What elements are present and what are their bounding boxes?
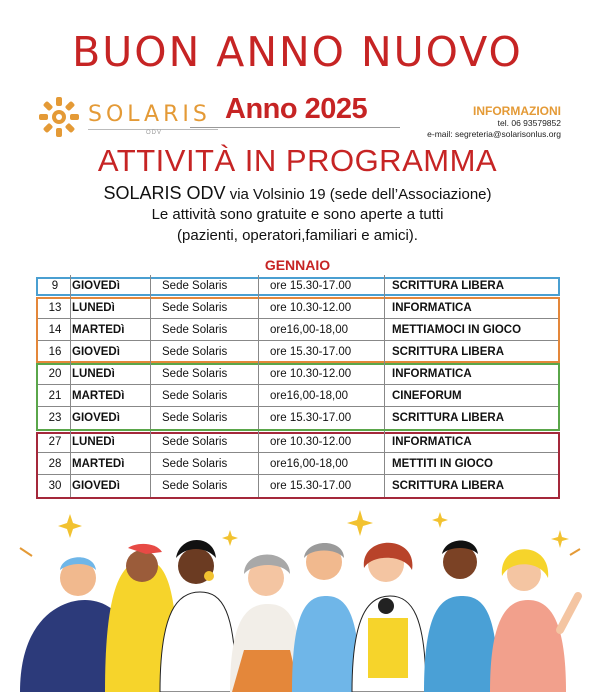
day-cell: 20 [48, 368, 62, 380]
day-cell: 30 [48, 480, 62, 492]
place-cell: Sede Solaris [162, 302, 228, 314]
day-cell: 13 [48, 302, 62, 314]
activity-cell: INFORMATICA [392, 368, 472, 380]
column-divider [150, 407, 151, 429]
column-divider [384, 385, 385, 407]
weekday-cell: LUNEDì [72, 368, 115, 380]
day-cell: 23 [48, 412, 62, 424]
day-cell: 14 [48, 324, 62, 336]
place-cell: Sede Solaris [162, 368, 228, 380]
column-divider [258, 275, 259, 297]
table-row [38, 363, 558, 385]
column-divider [258, 363, 259, 385]
column-divider [150, 431, 151, 453]
column-divider [384, 363, 385, 385]
table-row [38, 319, 558, 341]
month-title: GENNAIO [264, 257, 331, 273]
column-divider [150, 319, 151, 341]
time-cell: ore 10.30-12.00 [270, 368, 352, 380]
info-line-1: Le attività sono gratuite e sono aperte a tutti [151, 206, 444, 223]
column-divider [258, 385, 259, 407]
activity-cell: SCRITTURA LIBERA [392, 280, 505, 292]
column-divider [70, 363, 71, 385]
place-cell: Sede Solaris [162, 346, 228, 358]
table-row [38, 475, 558, 497]
association-name: SOLARIS ODV [103, 183, 226, 203]
logo-wordmark: SOLARIS [88, 102, 211, 127]
weekday-cell: MARTEDì [72, 458, 125, 470]
info-line-2: (pazienti, operatori,familiari e amici). [177, 227, 418, 244]
column-divider [70, 297, 71, 319]
activity-cell: METTIAMOCI IN GIOCO [392, 324, 522, 336]
place-cell: Sede Solaris [162, 390, 228, 402]
sun-logo-icon [38, 96, 80, 138]
table-row [38, 385, 558, 407]
weekday-cell: GIOVEDì [72, 412, 120, 424]
people-illustration [0, 500, 595, 692]
column-divider [150, 363, 151, 385]
column-divider [150, 385, 151, 407]
activity-cell: INFORMATICA [392, 436, 472, 448]
column-divider [70, 385, 71, 407]
column-divider [384, 275, 385, 297]
time-cell: ore 15.30-17.00 [270, 280, 352, 292]
column-divider [70, 341, 71, 363]
column-divider [384, 407, 385, 429]
table-row [38, 341, 558, 363]
column-divider [70, 407, 71, 429]
activity-cell: SCRITTURA LIBERA [392, 412, 505, 424]
activity-cell: INFORMATICA [392, 302, 472, 314]
column-divider [258, 431, 259, 453]
activity-cell: METTITI IN GIOCO [392, 458, 493, 470]
table-row [38, 407, 558, 429]
column-divider [384, 341, 385, 363]
column-divider [258, 453, 259, 475]
column-divider [384, 319, 385, 341]
association-address: via Volsinio 19 (sede dell’Associazione) [225, 186, 492, 203]
weekday-cell: LUNEDì [72, 436, 115, 448]
column-divider [70, 275, 71, 297]
day-cell: 16 [48, 346, 62, 358]
solaris-logo [38, 96, 211, 140]
place-cell: Sede Solaris [162, 280, 228, 292]
logo-subtitle: ODV [146, 130, 163, 136]
column-divider [384, 297, 385, 319]
column-divider [384, 475, 385, 497]
activity-cell: CINEFORUM [392, 390, 462, 402]
column-divider [150, 275, 151, 297]
column-divider [258, 407, 259, 429]
program-title: ATTIVITÀ IN PROGRAMMA [97, 143, 498, 178]
weekday-cell: GIOVEDì [72, 280, 120, 292]
time-cell: ore 10.30-12.00 [270, 436, 352, 448]
weekday-cell: GIOVEDì [72, 480, 120, 492]
column-divider [150, 341, 151, 363]
weekday-cell: MARTEDì [72, 390, 125, 402]
column-divider [258, 475, 259, 497]
time-cell: ore16,00-18,00 [270, 458, 349, 470]
weekday-cell: GIOVEDì [72, 346, 120, 358]
header-rule [190, 127, 400, 128]
info-title: INFORMAZIONI [473, 104, 561, 118]
sparkle-icon [58, 510, 569, 548]
column-divider [150, 475, 151, 497]
time-cell: ore16,00-18,00 [270, 324, 349, 336]
place-cell: Sede Solaris [162, 412, 228, 424]
time-cell: ore 10.30-12.00 [270, 302, 352, 314]
day-cell: 28 [48, 458, 62, 470]
time-cell: ore16,00-18,00 [270, 390, 349, 402]
column-divider [70, 453, 71, 475]
table-row [38, 297, 558, 319]
weekday-cell: MARTEDì [72, 324, 125, 336]
column-divider [384, 453, 385, 475]
weekday-cell: LUNEDì [72, 302, 115, 314]
day-cell: 21 [48, 390, 62, 402]
place-cell: Sede Solaris [162, 436, 228, 448]
place-cell: Sede Solaris [162, 458, 228, 470]
association-line [0, 183, 595, 204]
column-divider [150, 453, 151, 475]
column-divider [384, 431, 385, 453]
place-cell: Sede Solaris [162, 324, 228, 336]
table-row [38, 275, 558, 297]
day-cell: 27 [48, 436, 62, 448]
activity-cell: SCRITTURA LIBERA [392, 346, 505, 358]
info-phone: tel. 06 93579852 [497, 118, 561, 128]
place-cell: Sede Solaris [162, 480, 228, 492]
column-divider [258, 297, 259, 319]
headline: BUON ANNO NUOVO [72, 28, 523, 76]
time-cell: ore 15.30-17.00 [270, 480, 352, 492]
time-cell: ore 15.30-17.00 [270, 412, 352, 424]
column-divider [150, 297, 151, 319]
activity-cell: SCRITTURA LIBERA [392, 480, 505, 492]
column-divider [70, 475, 71, 497]
column-divider [70, 431, 71, 453]
info-email: e-mail: segreteria@solarisonlus.org [427, 129, 561, 139]
table-row [38, 453, 558, 475]
column-divider [258, 319, 259, 341]
column-divider [258, 341, 259, 363]
column-divider [70, 319, 71, 341]
time-cell: ore 15.30-17.00 [270, 346, 352, 358]
day-cell: 9 [51, 280, 59, 292]
year-title: Anno 2025 [225, 93, 368, 125]
table-row [38, 431, 558, 453]
